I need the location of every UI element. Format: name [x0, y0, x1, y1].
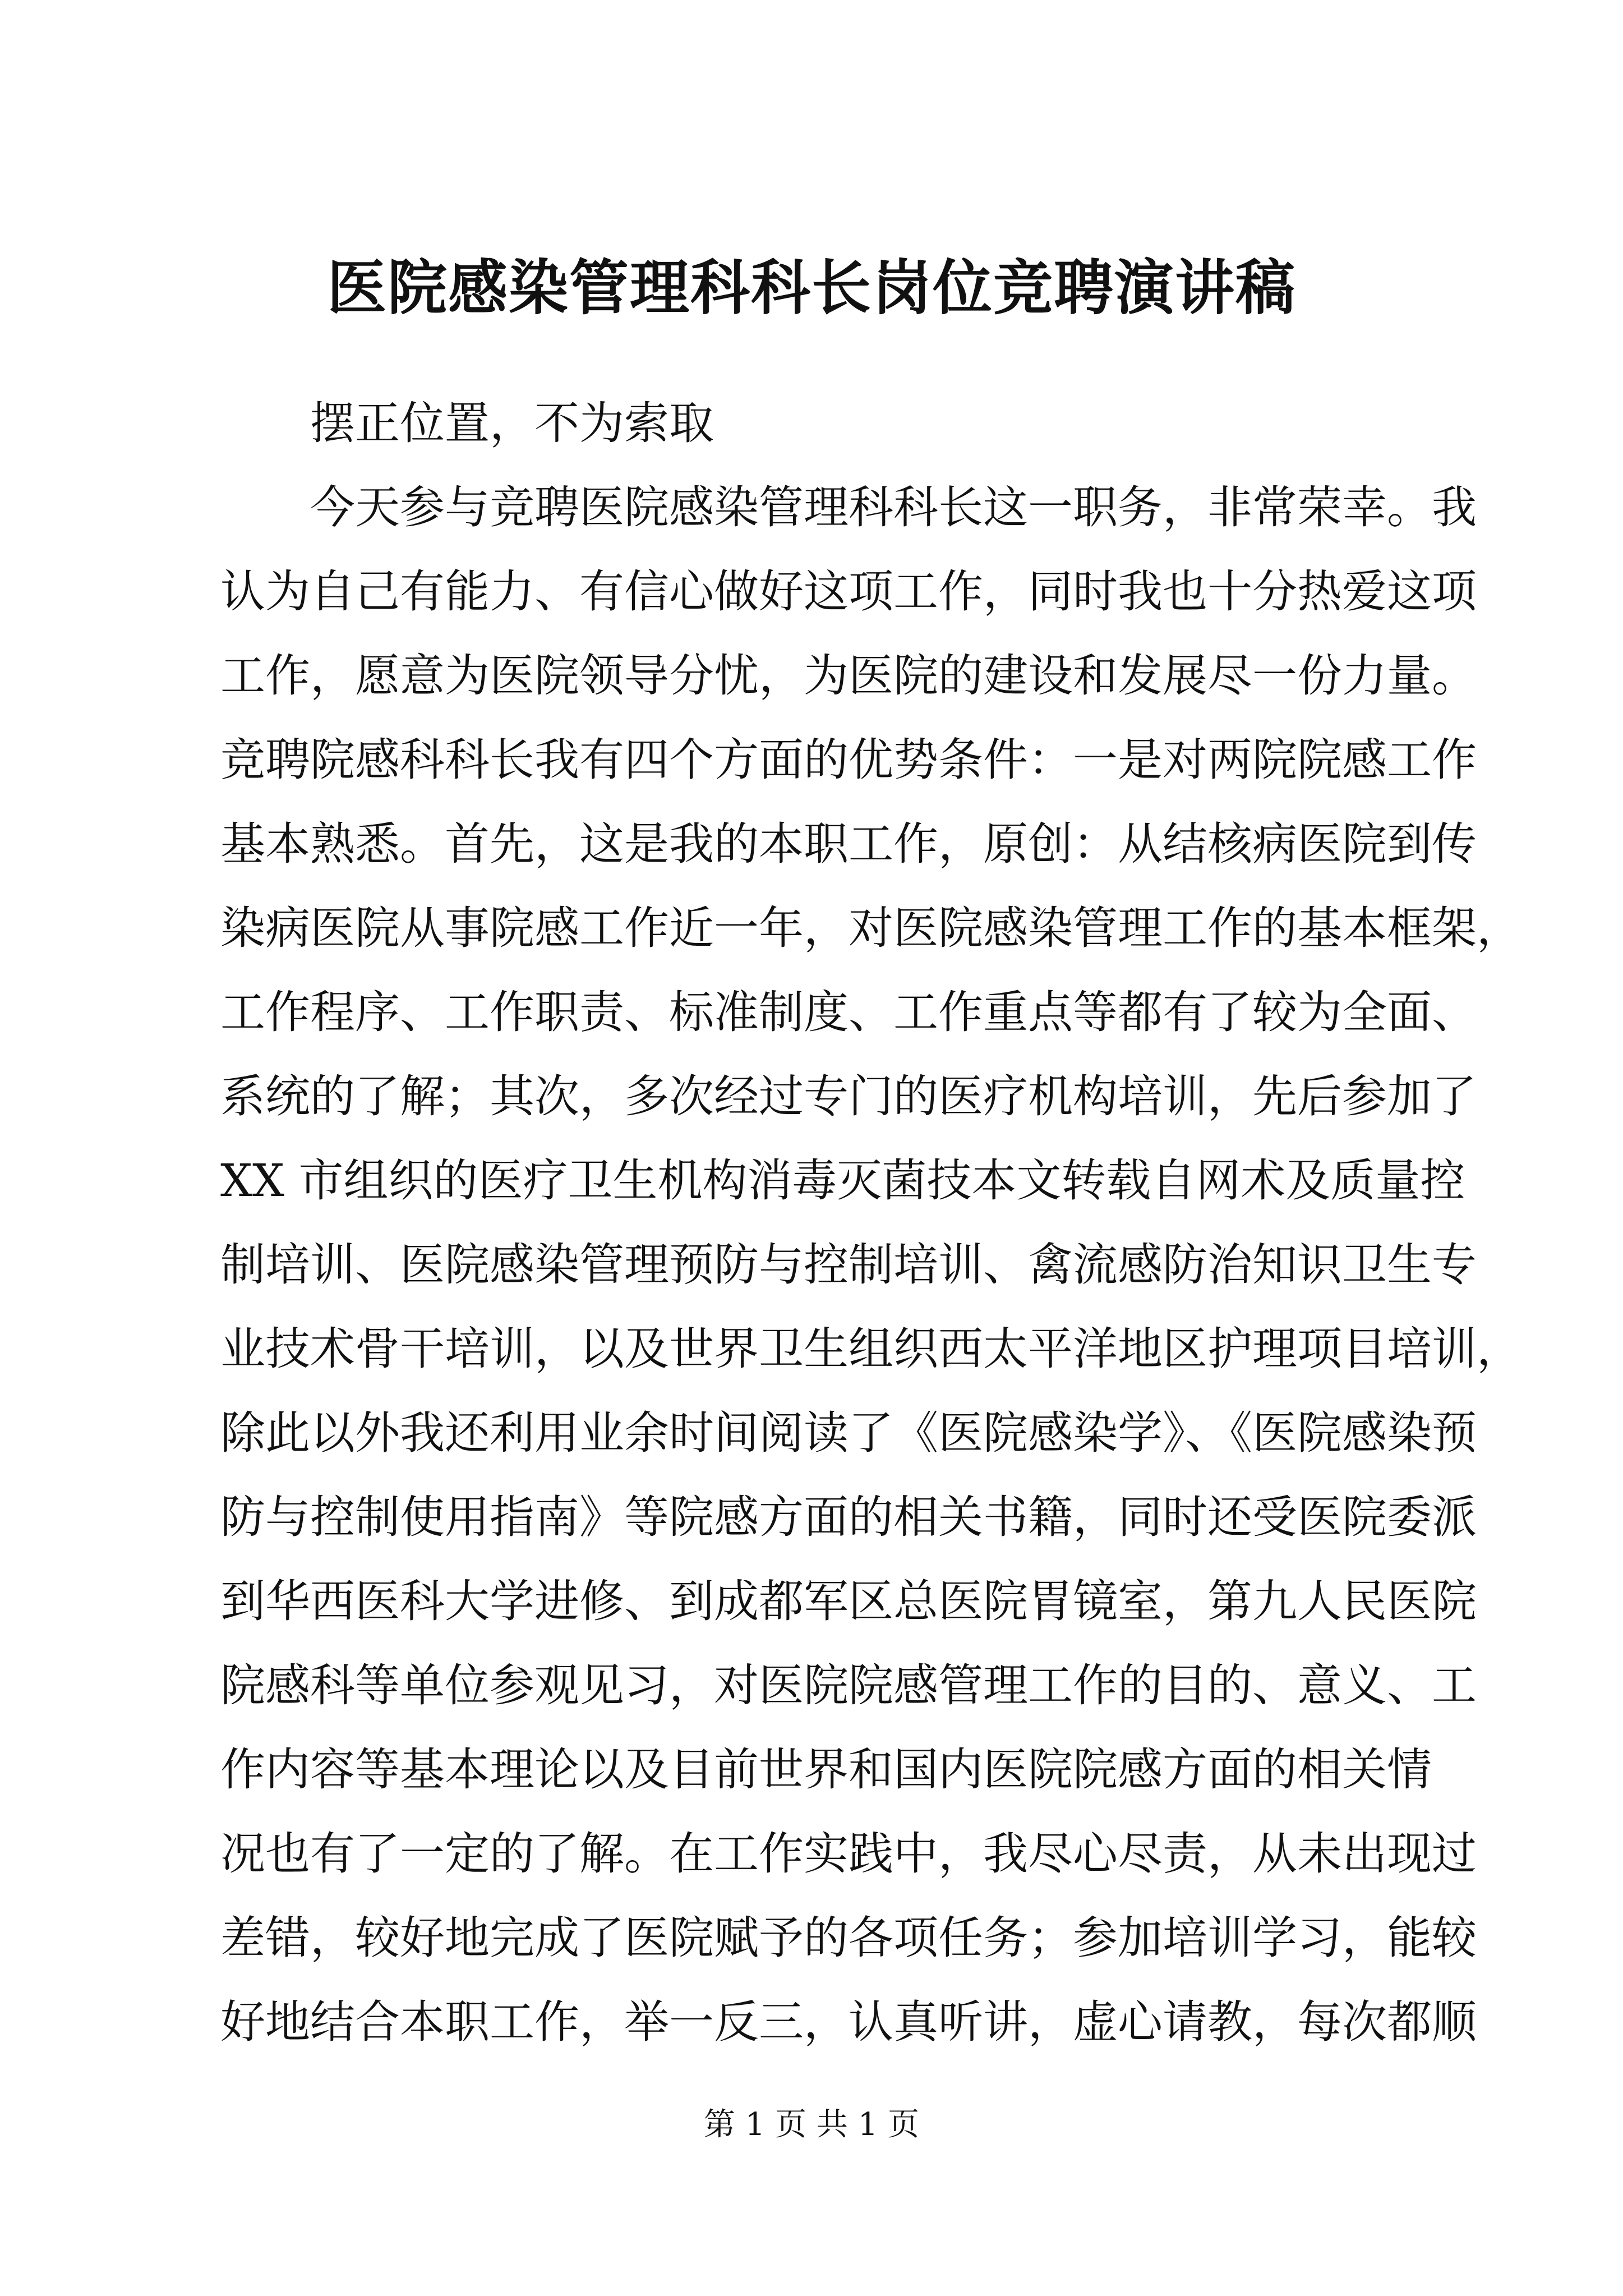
paragraph-line: 到华西医科大学进修、到成都军区总医院胃镜室，第九人民医院 — [220, 1575, 1477, 1627]
paragraph-line: 系统的了解；其次，多次经过专门的医疗机构培训，先后参加了 — [220, 1070, 1477, 1122]
paragraph-line: 作内容等基本理论以及目前世界和国内医院院感方面的相关情 — [220, 1743, 1432, 1796]
paragraph-line: 好地结合本职工作，举一反三，认真听讲，虚心请教，每次都顺 — [220, 1996, 1477, 2048]
paragraph-line: 差错，较好地完成了医院赋予的各项任务；参加培训学习，能较 — [220, 1912, 1477, 1964]
paragraph-line: 制培训、医院感染管理预防与控制培训、禽流感防治知识卫生专 — [220, 1239, 1477, 1291]
paragraph-line: 摆正位置，不为索取 — [220, 397, 714, 449]
paragraph-line: 竞聘院感科科长我有四个方面的优势条件：一是对两院院感工作 — [220, 734, 1477, 786]
paragraph-line: XX 市组织的医疗卫生机构消毒灭菌技本文转载自网术及质量控 — [220, 1154, 1465, 1207]
paragraph-line: 防与控制使用指南》等院感方面的相关书籍，同时还受医院委派 — [220, 1491, 1477, 1543]
paragraph-line: 认为自己有能力、有信心做好这项工作，同时我也十分热爱这项 — [220, 565, 1477, 618]
paragraph-line: 业技术骨干培训，以及世界卫生组织西太平洋地区护理项目培训， — [220, 1323, 1521, 1375]
document-body — [220, 381, 1521, 2064]
paragraph-line: 今天参与竞聘医院感染管理科科长这一职务，非常荣幸。我 — [220, 481, 1477, 533]
paragraph-line: 工作程序、工作职责、标准制度、工作重点等都有了较为全面、 — [220, 986, 1477, 1038]
document-title: 医院感染管理科科长岗位竞聘演讲稿 — [327, 252, 1296, 323]
paragraph-line: 除此以外我还利用业余时间阅读了《医院感染学》、《医院感染预 — [220, 1407, 1477, 1459]
page-footer: 第 1 页 共 1 页 — [703, 2106, 920, 2143]
paragraph-line: 染病医院从事院感工作近一年，对医院感染管理工作的基本框架， — [220, 902, 1521, 954]
paragraph-line: 况也有了一定的了解。在工作实践中，我尽心尽责，从未出现过 — [220, 1828, 1477, 1880]
paragraph-line: 基本熟悉。首先，这是我的本职工作，原创：从结核病医院到传 — [220, 818, 1477, 870]
paragraph-line: 院感科等单位参观见习，对医院院感管理工作的目的、意义、工 — [220, 1659, 1477, 1711]
paragraph-line: 工作，愿意为医院领导分忧，为医院的建设和发展尽一份力量。 — [220, 650, 1477, 702]
